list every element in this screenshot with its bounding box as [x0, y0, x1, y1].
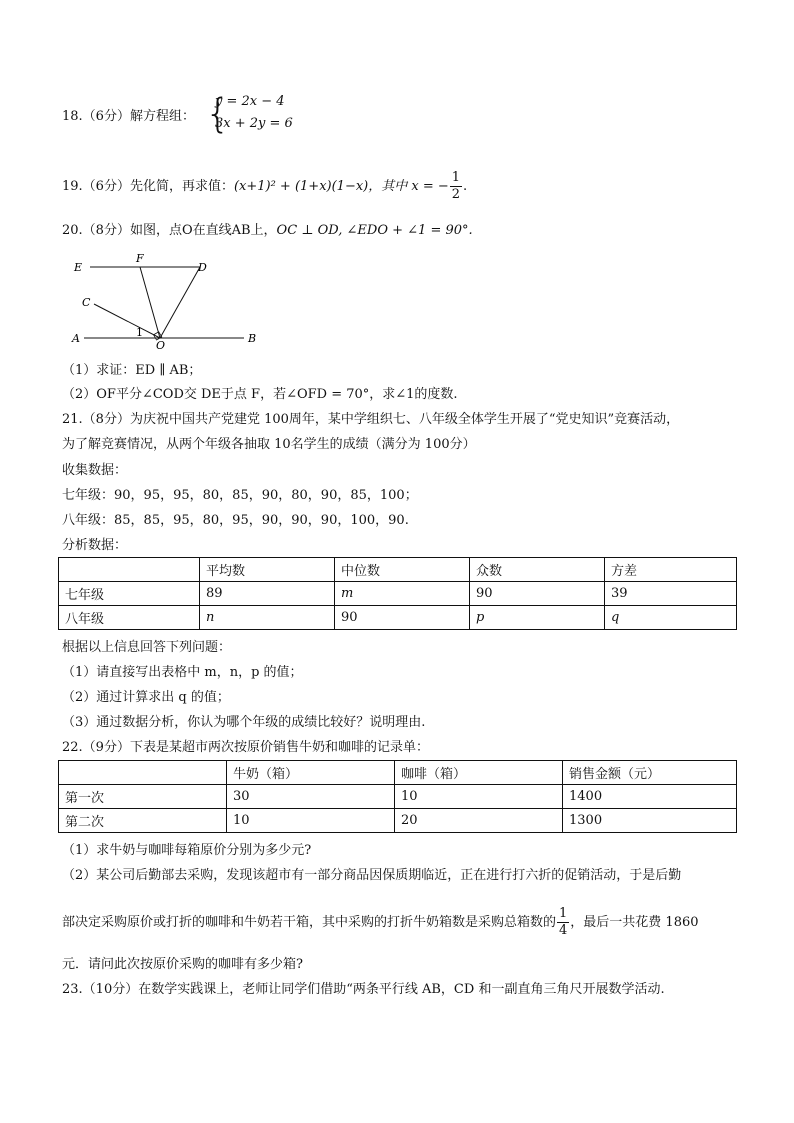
line-od	[160, 267, 200, 338]
table-header-row	[59, 558, 737, 582]
brace-icon: {	[205, 91, 231, 137]
label-angle-1: 1	[136, 326, 143, 339]
q19-expr: (x+1)² + (1+x)(1−x)，其中 x = −	[233, 179, 449, 194]
table-cell: q	[605, 606, 737, 630]
table-cell: 第二次	[59, 809, 227, 833]
q19-frac-num: 1	[451, 170, 461, 185]
table-cell: m	[335, 582, 470, 606]
q23-line1: 23.（10分）在数学实践课上，老师让同学们借助“两条平行线 AB，CD 和一副直角三角尺开展数学活动.	[62, 982, 665, 997]
table-header: 牛奶（箱）	[227, 761, 395, 785]
table-cell: 90	[335, 606, 470, 630]
table-cell: 30	[227, 785, 395, 809]
line-oc	[94, 304, 160, 338]
label-a: A	[72, 332, 80, 345]
table-cell: 39	[605, 582, 737, 606]
q22-line1: 22.（9分）下表是某超市两次按原价销售牛奶和咖啡的记录单：	[62, 740, 429, 755]
table-cell: 1300	[563, 809, 737, 833]
table-cell: 1400	[563, 785, 737, 809]
label-f: F	[136, 252, 144, 265]
table-cell: 七年级	[59, 582, 200, 606]
table-cell: p	[470, 606, 605, 630]
q22-frac-num: 1	[559, 906, 568, 921]
q19-suffix: .	[463, 179, 468, 194]
table-row	[59, 606, 737, 630]
table-header: 销售金额（元）	[563, 761, 737, 785]
q21-grade8: 八年级：85，85，95，80，95，90，90，90，100，90.	[62, 513, 409, 528]
q21-answer-intro: 根据以上信息回答下列问题：	[62, 640, 232, 655]
table-cell: 10	[395, 785, 563, 809]
q18-eq1: y = 2x − 4	[215, 94, 285, 109]
q18-prefix: 18.（6分）解方程组：	[62, 109, 195, 124]
q22-part1: （1）求牛奶与咖啡每箱原价分别为多少元?	[62, 843, 312, 858]
q20-part2: （2）OF平分∠COD交 DE于点 F，若∠OFD = 70°，求∠1的度数.	[62, 387, 458, 402]
q21-table	[58, 557, 737, 630]
table-header: 众数	[470, 558, 605, 582]
q19-frac-den: 2	[451, 187, 461, 202]
label-c: C	[82, 296, 91, 309]
table-header	[59, 558, 200, 582]
q22-fraction	[557, 906, 569, 939]
table-header: 咖啡（箱）	[395, 761, 563, 785]
label-d: D	[198, 261, 207, 274]
table-cell: 89	[200, 582, 335, 606]
q20-prefix: 20.（8分）如图，点O在直线AB上，	[62, 223, 277, 238]
q21-collect: 收集数据：	[62, 463, 128, 478]
q21-line2: 为了解竞赛情况，从两个年级各抽取 10名学生的成绩（满分为 100分）	[62, 437, 476, 452]
q20-cond: OC ⊥ OD, ∠EDO + ∠1 = 90°.	[276, 223, 473, 238]
table-cell: 第一次	[59, 785, 227, 809]
q19-line	[62, 170, 467, 203]
q22-part2-line3: 元．请问此次按原价采购的咖啡有多少箱?	[62, 957, 303, 972]
q21-part2: （2）通过计算求出 q 的值；	[62, 690, 230, 705]
table-header	[59, 761, 227, 785]
q21-grade7: 七年级：90，95，95，80，85，90，80，90，85，100；	[62, 488, 418, 503]
q21-part1: （1）请直接写出表格中 m，n，p 的值；	[62, 665, 303, 680]
line-of	[140, 267, 160, 338]
q22-frac-den: 4	[559, 923, 568, 938]
label-o: O	[156, 339, 166, 350]
table-header-row	[59, 761, 737, 785]
table-header: 方差	[605, 558, 737, 582]
table-cell: n	[200, 606, 335, 630]
q22-part2-line2-b: ，最后一共花费 1860	[570, 915, 699, 930]
table-cell: 90	[470, 582, 605, 606]
table-row	[59, 582, 737, 606]
table-cell: 20	[395, 809, 563, 833]
q22-part2-line1: （2）某公司后勤部去采购，发现该超市有一部分商品因保质期临近，正在进行打六折的促销活动，于是后勤	[62, 868, 682, 883]
table-row	[59, 809, 737, 833]
table-header: 平均数	[200, 558, 335, 582]
table-header: 中位数	[335, 558, 470, 582]
q20-part1: （1）求证：ED ∥ AB；	[62, 363, 202, 378]
q18-eq2: 3x + 2y = 6	[215, 116, 293, 131]
q19-fraction	[450, 170, 462, 203]
label-e: E	[74, 261, 83, 274]
q22-part2-line2-a: 部决定采购原价或打折的咖啡和牛奶若干箱，其中采购的打折牛奶箱数是采购总箱数的	[62, 915, 557, 930]
table-row	[59, 785, 737, 809]
table-cell: 八年级	[59, 606, 200, 630]
q22-table	[58, 760, 737, 833]
q21-analyze: 分析数据：	[62, 538, 128, 553]
q19-prefix: 19.（6分）先化简，再求值：	[62, 179, 234, 194]
q20-line	[62, 222, 473, 240]
q21-part3: （3）通过数据分析，你认为哪个年级的成绩比较好？说明理由.	[62, 715, 426, 730]
table-cell: 10	[227, 809, 395, 833]
label-b: B	[248, 332, 257, 345]
q21-line1: 21.（8分）为庆祝中国共产党建党 100周年，某中学组织七、八年级全体学生开展了“党史知识”竞赛活动，	[62, 412, 680, 427]
q20-figure	[62, 250, 282, 350]
q22-part2-line2	[62, 906, 699, 939]
